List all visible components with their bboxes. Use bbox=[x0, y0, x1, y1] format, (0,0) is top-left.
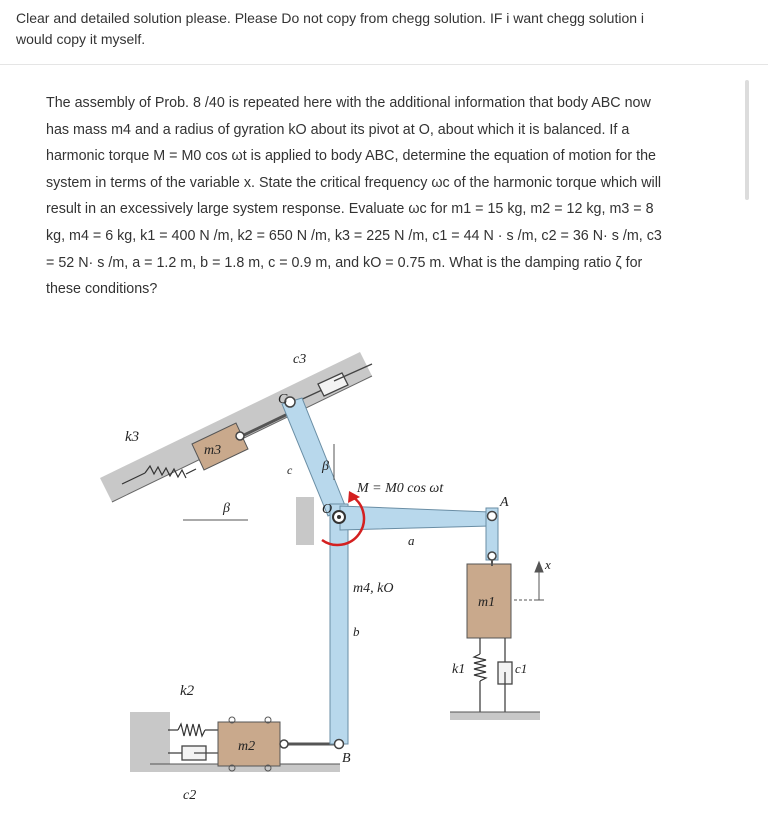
spring-k2 bbox=[168, 724, 218, 736]
label-k1: k1 bbox=[452, 662, 466, 677]
pin-m2 bbox=[280, 740, 288, 748]
pin-m3 bbox=[236, 432, 244, 440]
problem-line-6: kg, m4 = 6 kg, k1 = 400 N /m, k2 = 650 N /m, k3 = 225 N /m, c1 = 44 N · s /m, c2 = 36 N· s /m, c3 bbox=[46, 227, 662, 244]
request-line-2: would copy it myself. bbox=[16, 31, 146, 47]
problem-line-3: harmonic torque M = M0 cos ωt is applied to body ABC, determine the equation of motion for the bbox=[46, 148, 656, 165]
label-C: C bbox=[278, 392, 288, 407]
label-A: A bbox=[500, 495, 509, 510]
label-m2: m2 bbox=[238, 739, 256, 754]
label-k3: k3 bbox=[125, 429, 140, 445]
right-ground bbox=[450, 712, 540, 720]
pivot-bracket bbox=[296, 497, 314, 545]
label-c1: c1 bbox=[515, 661, 528, 676]
label-beta-top: β bbox=[322, 459, 329, 474]
label-k2: k2 bbox=[180, 683, 195, 699]
pin-B bbox=[335, 740, 344, 749]
body-ABC bbox=[282, 398, 498, 744]
problem-line-8: these conditions? bbox=[46, 281, 158, 298]
label-c: c bbox=[287, 463, 293, 477]
label-b: b bbox=[353, 624, 360, 639]
problem-line-7: = 52 N· s /m, a = 1.2 m, b = 1.8 m, c = 0.9 m, and kO = 0.75 m. What is the damping ratio ζ for bbox=[46, 254, 643, 271]
problem-line-5: result in an excessively large system response. Evaluate ωc for m1 = 15 kg, m2 = 12 kg, m3 = 8 bbox=[46, 201, 654, 218]
label-x: x bbox=[545, 557, 551, 572]
problem-line-2: has mass m4 and a radius of gyration kO about its pivot at O, about which it is balanced. If a bbox=[46, 121, 630, 138]
label-m1: m1 bbox=[478, 595, 496, 610]
pin-A bbox=[488, 512, 497, 521]
label-B: B bbox=[342, 751, 351, 766]
problem-line-4: system in terms of the variable x. State the critical frequency ωc of the harmonic torque which will bbox=[46, 174, 662, 191]
pin-m1 bbox=[488, 552, 496, 560]
dashpot-c1 bbox=[498, 638, 512, 712]
pivot-O-center bbox=[337, 515, 341, 519]
label-beta-low: β bbox=[223, 501, 230, 516]
label-c3: c3 bbox=[293, 352, 307, 367]
label-m3: m3 bbox=[204, 443, 222, 458]
request-line-1: Clear and detailed solution please. Please Do not copy from chegg solution. IF i want chegg solution i bbox=[16, 10, 645, 26]
problem-line-1: The assembly of Prob. 8 /40 is repeated here with the additional information that body ABC now bbox=[46, 95, 651, 111]
label-moment: M = M0 cos ωt bbox=[357, 481, 444, 496]
label-c2: c2 bbox=[183, 788, 197, 803]
label-m4-kO: m4, kO bbox=[353, 581, 394, 596]
dashpot-c2 bbox=[168, 746, 218, 760]
label-a: a bbox=[408, 533, 415, 548]
spring-k1 bbox=[474, 638, 486, 712]
label-O: O bbox=[322, 502, 333, 517]
x-reference bbox=[514, 562, 544, 600]
